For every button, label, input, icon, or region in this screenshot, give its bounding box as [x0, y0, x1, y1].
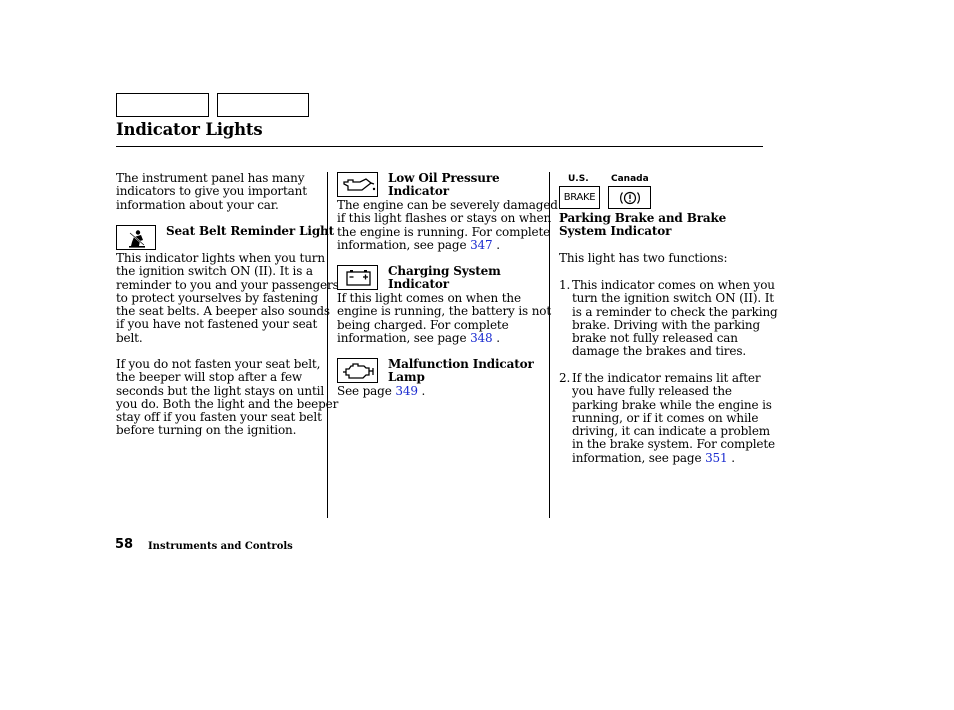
- oil-body: The engine can be severely damaged if this light flashes or stays on when the engine is running. For complete information, see page 347 .: [337, 198, 558, 252]
- battery-icon: [337, 265, 378, 290]
- oil-heading: Low Oil Pressure Indicator: [388, 171, 500, 199]
- page-link-351[interactable]: 351: [705, 450, 728, 465]
- intro-text: The instrument panel has many indicators to give you important information about your car.: [116, 171, 307, 212]
- section-name: Instruments and Controls: [148, 541, 293, 552]
- canada-label: Canada: [611, 174, 649, 184]
- nav-button-next[interactable]: [217, 93, 309, 117]
- page-link-349[interactable]: 349: [395, 384, 418, 398]
- mil-heading: Malfunction Indicator Lamp: [388, 357, 534, 385]
- circle-exclamation-brake-icon: [608, 186, 651, 209]
- list-number-1: 1.: [559, 278, 571, 292]
- brake-text-indicator: [559, 186, 600, 209]
- us-label: U.S.: [568, 174, 589, 184]
- oil-can-icon: [337, 172, 378, 197]
- charging-body: If this light comes on when the engine is running, the battery is not being charged. For complete information, see page 348 .: [337, 291, 552, 345]
- brake-item-2: If the indicator remains lit after you have fully released the parking brake while the engine is running, or if it comes on while driving, it can indicate a problem in the brake system. For complete information, see page 351 .: [572, 371, 775, 465]
- charging-heading: Charging System Indicator: [388, 264, 501, 292]
- page-number: 58: [115, 537, 134, 552]
- page-title: Indicator Lights: [116, 120, 263, 139]
- brake-heading: Parking Brake and Brake System Indicator: [559, 211, 727, 239]
- brake-label: BRAKE: [563, 192, 596, 203]
- brake-intro: This light has two functions:: [559, 251, 728, 265]
- nav-button-previous[interactable]: [116, 93, 209, 117]
- engine-icon: [337, 358, 378, 383]
- page-link-347[interactable]: 347: [470, 237, 493, 252]
- seatbelt-heading: Seat Belt Reminder Light: [166, 224, 335, 238]
- seatbelt-paragraph-2: If you do not fasten your seat belt, the beeper will stop after a few seconds but the light stays on until you do. Both the light and the beeper stay off if you fasten your seat belt before turning on the ignition.: [116, 357, 339, 438]
- mil-body: See page 349 .: [337, 384, 426, 398]
- seatbelt-paragraph-1: This indicator lights when you turn the ignition switch ON (II). It is a reminder to you and your passengers to protect yourselves by fastening the seat belts. A beeper also sounds if you have not fastened your seat belt.: [116, 251, 339, 345]
- page-link-348[interactable]: 348: [470, 330, 493, 345]
- brake-item-1: This indicator comes on when you turn the ignition switch ON (II). It is a reminder to check the parking brake. Driving with the parking brake not fully released can damage the brakes and tires.: [572, 278, 778, 359]
- seatbelt-person-icon: [116, 225, 156, 250]
- title-rule: [116, 146, 763, 147]
- list-number-2: 2.: [559, 371, 571, 385]
